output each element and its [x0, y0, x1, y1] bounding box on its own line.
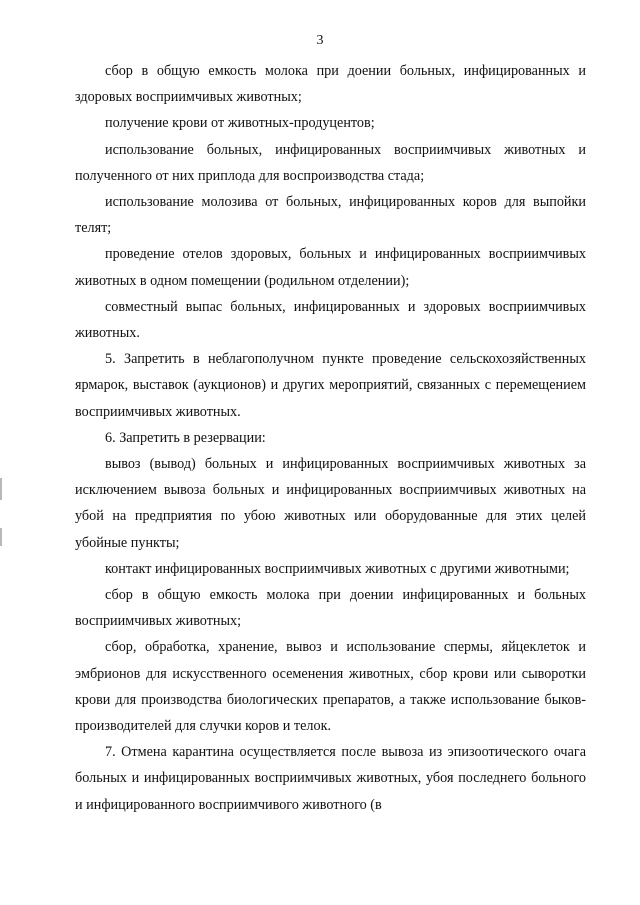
paragraph-item-5: 5. Запретить в неблагополучном пункте проведение сельскохозяйственных ярмарок, выставок (аукционов) и других мероприятий, связанных с перемещением восприимчивых животных. — [75, 351, 586, 420]
paragraph-sperm-embryos: сбор, обработка, хранение, вывоз и использование спермы, яйцеклеток и эмбрионов для искусственного осеменения животных, сбор крови или сыворотки крови для производства биологических препаратов, а также использование быков-производителей для случки коров и телок. — [75, 639, 586, 735]
paragraph-blood-collection: получение крови от животных-продуцентов; — [105, 115, 375, 132]
document-body — [75, 58, 586, 818]
paragraph-milk-collection-reserve: сбор в общую емкость молока при доении инфицированных и больных восприимчивых животных; — [75, 587, 586, 630]
paragraph-item-6-heading: 6. Запретить в резервации: — [105, 429, 266, 446]
paragraph-milk-collection: сбор в общую емкость молока при доении больных, инфицированных и здоровых восприимчивых животных; — [75, 63, 586, 106]
paragraph-calving: проведение отелов здоровых, больных и инфицированных восприимчивых животных в одном помещении (родильном отделении); — [75, 246, 586, 289]
paragraph-animal-contact: контакт инфицированных восприимчивых животных с другими животными; — [105, 560, 570, 577]
paragraph-item-7: 7. Отмена карантина осуществляется после вывоза из эпизоотического очага больных и инфицированных восприимчивых животных, убоя последнего больного и инфицированного восприимчивого животного (в — [75, 744, 586, 813]
scan-edge-mark — [0, 478, 2, 500]
paragraph-export-animals: вывоз (вывод) больных и инфицированных восприимчивых животных за исключением вывоза больных и инфицированных восприимчивых животных на убой на предприятия по убою животных или оборудованные для этих целей убойные пункты; — [75, 456, 586, 551]
paragraph-colostrum: использование молозива от больных, инфицированных коров для выпойки телят; — [75, 194, 586, 237]
paragraph-herd-reproduction: использование больных, инфицированных восприимчивых животных и полученного от них приплода для воспроизводства стада; — [75, 141, 586, 184]
scan-edge-mark — [0, 528, 2, 546]
paragraph-joint-grazing: совместный выпас больных, инфицированных и здоровых восприимчивых животных. — [75, 298, 586, 342]
page-number: 3 — [316, 33, 324, 48]
